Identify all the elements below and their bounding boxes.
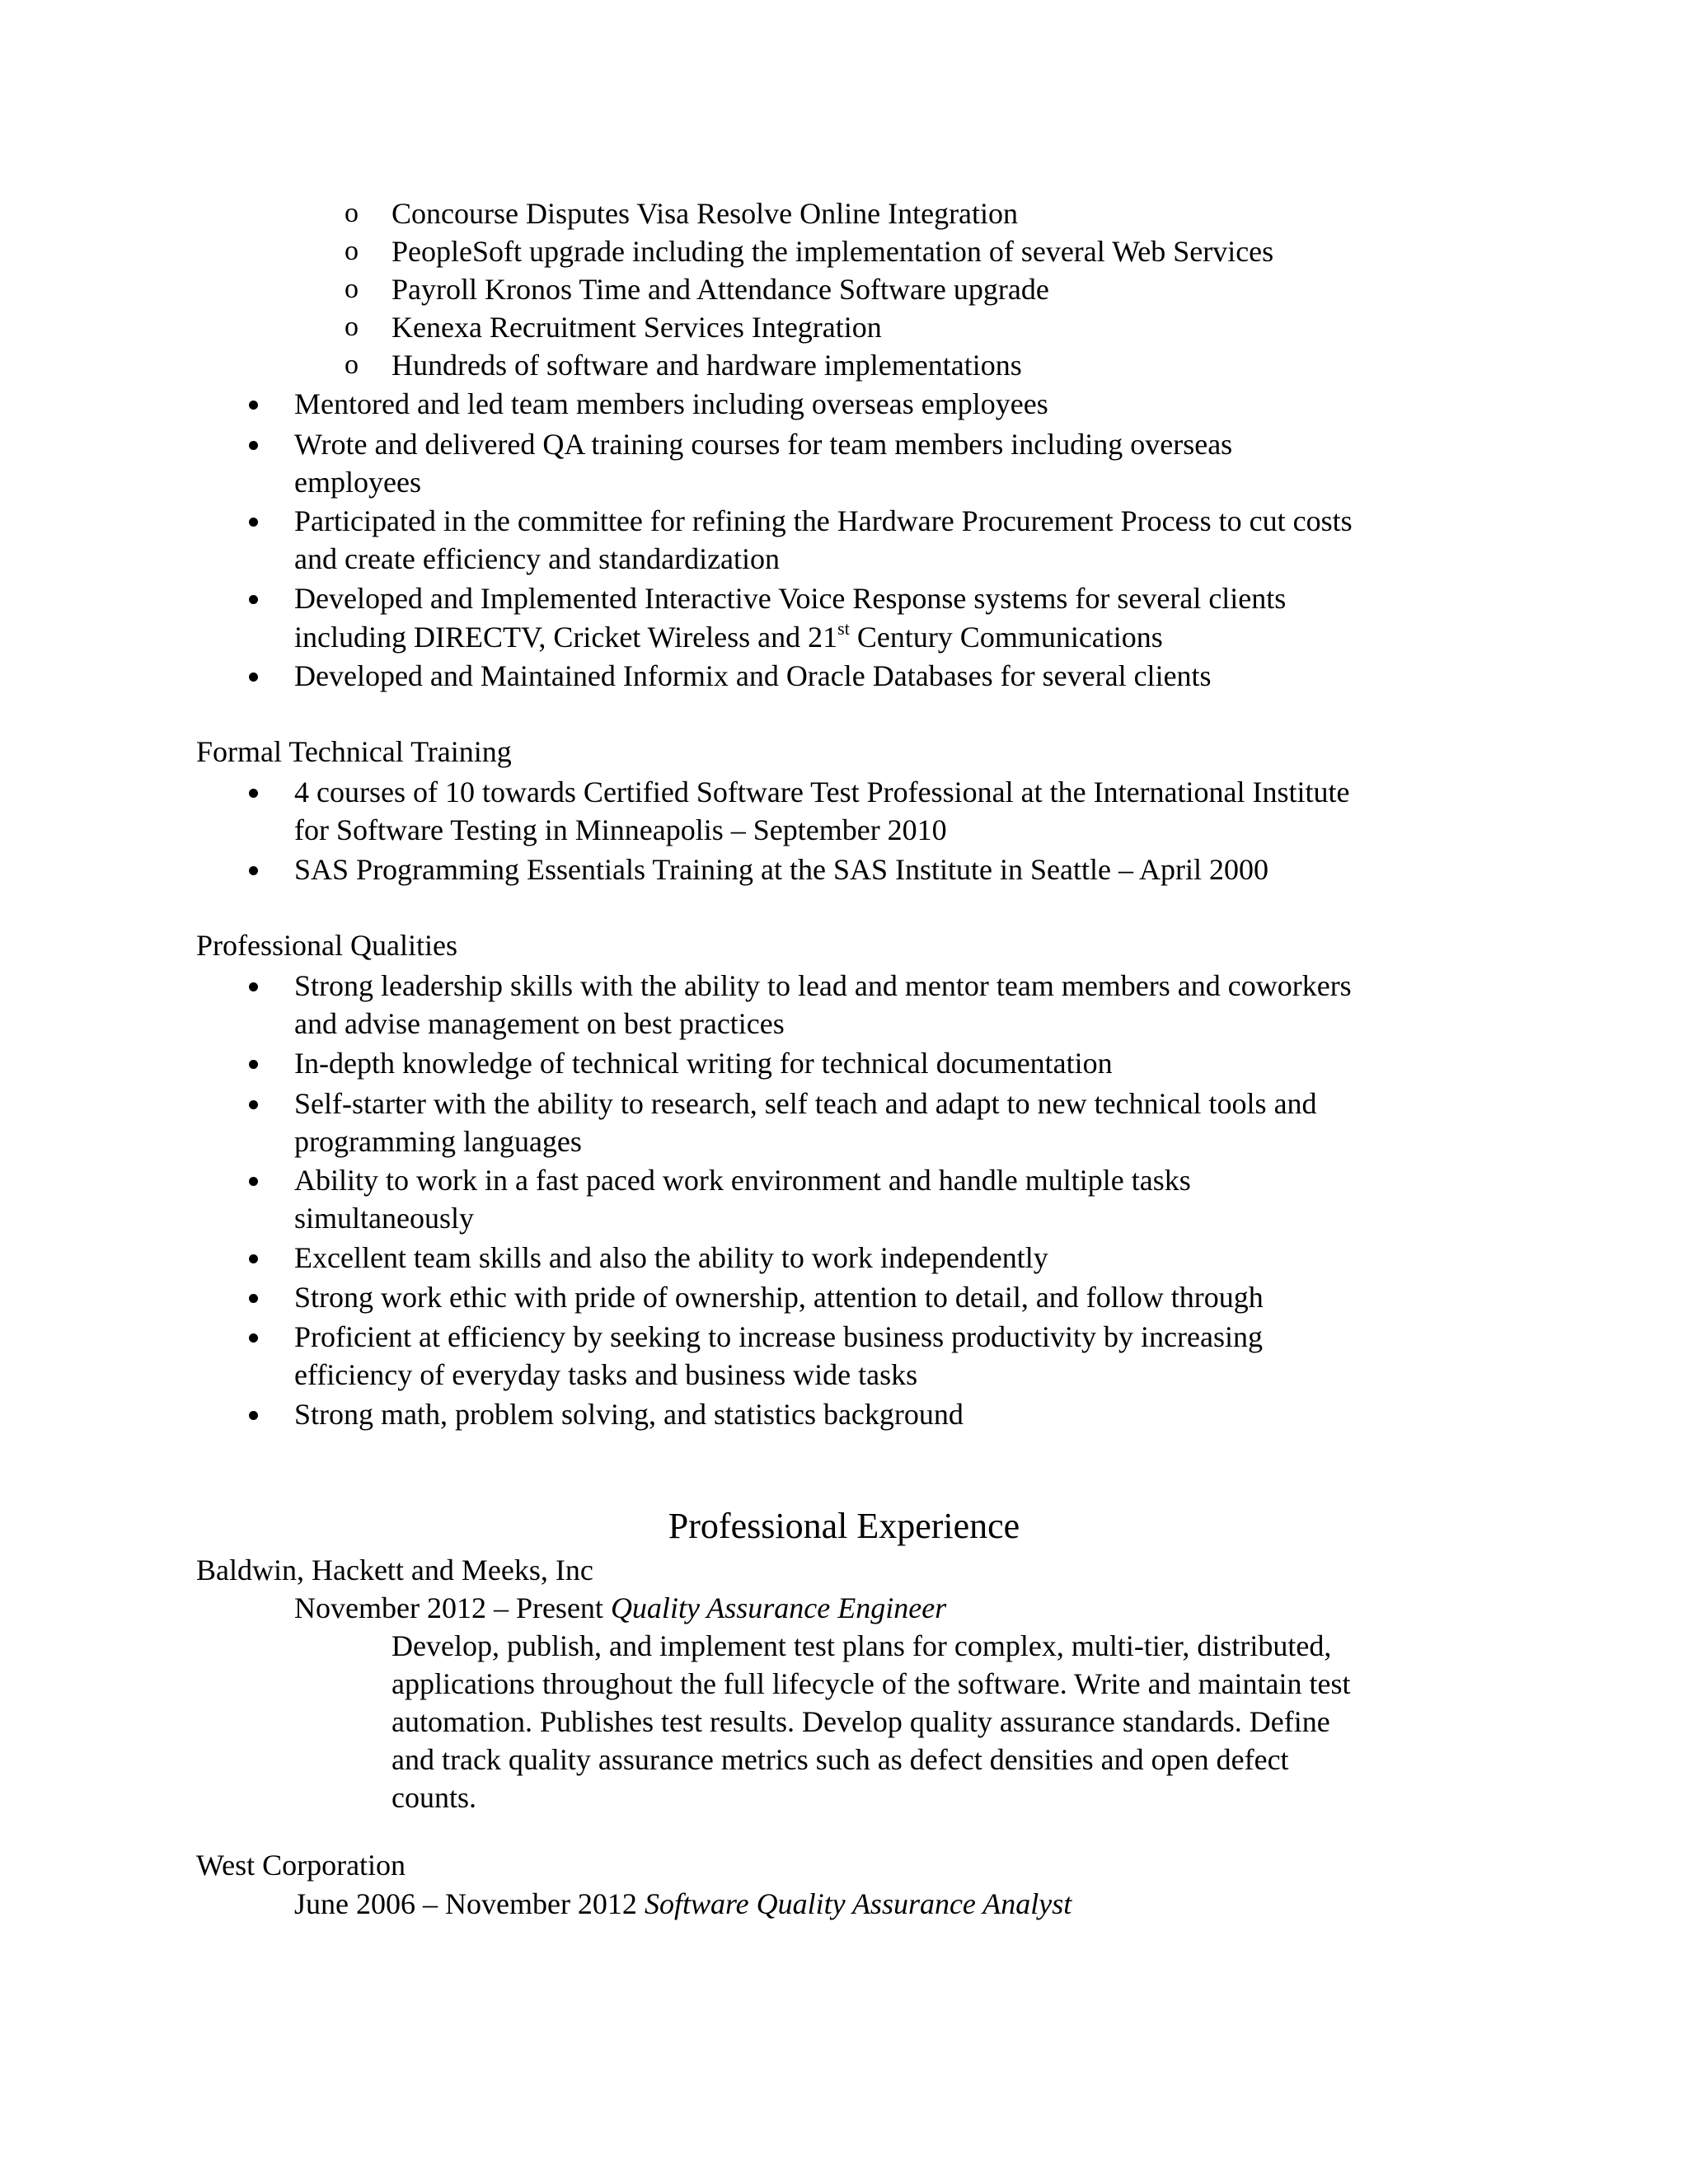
list-item: Proficient at efficiency by seeking to increase business productivity by increasing — [294, 1320, 1263, 1353]
bullet-marker — [249, 1411, 258, 1420]
list-item-continuation: for Software Testing in Minneapolis – September 2010 — [294, 813, 947, 846]
company-name: West Corporation — [196, 1849, 406, 1882]
job-title: Quality Assurance Engineer — [610, 1591, 947, 1624]
job-title: Software Quality Assurance Analyst — [644, 1887, 1072, 1920]
list-item-continuation — [294, 618, 1163, 656]
job-dates-title — [294, 1885, 1071, 1923]
list-item: Strong work ethic with pride of ownership, attention to detail, and follow through — [294, 1281, 1264, 1314]
list-item: Developed and Maintained Informix and Oracle Databases for several clients — [294, 659, 1212, 692]
sub-bullet-marker: o — [345, 198, 359, 228]
bullet-marker — [249, 441, 258, 450]
list-item: Participated in the committee for refining the Hardware Procurement Process to cut costs — [294, 504, 1353, 537]
list-item-continuation: programming languages — [294, 1125, 582, 1158]
bullet-marker — [249, 789, 258, 798]
sub-list-item: Concourse Disputes Visa Resolve Online Integration — [392, 197, 1019, 230]
bullet-marker — [249, 673, 258, 682]
bullet-marker — [249, 1060, 258, 1069]
text-run: Century Communications — [849, 621, 1163, 654]
job-description-line: Develop, publish, and implement test plans for complex, multi-tier, distributed, — [392, 1629, 1332, 1662]
bullet-marker — [249, 595, 258, 604]
bullet-marker — [249, 1254, 258, 1263]
job-description-line: and track quality assurance metrics such as defect densities and open defect — [392, 1743, 1289, 1776]
list-item-continuation: and create efficiency and standardization — [294, 542, 781, 575]
sub-list-item: Hundreds of software and hardware implementations — [392, 349, 1022, 382]
job-dates-title — [294, 1589, 946, 1627]
sub-bullet-marker: o — [345, 312, 359, 342]
bullet-marker — [249, 866, 258, 875]
text-run: including DIRECTV, Cricket Wireless and 21 — [294, 621, 838, 654]
list-item: Excellent team skills and also the ability to work independently — [294, 1241, 1048, 1274]
list-item: Wrote and delivered QA training courses for team members including overseas — [294, 428, 1233, 461]
job-description-line: counts. — [392, 1781, 476, 1814]
list-item: Ability to work in a fast paced work environment and handle multiple tasks — [294, 1164, 1191, 1197]
list-item: Self-starter with the ability to research, self teach and adapt to new technical tools and — [294, 1087, 1317, 1120]
list-item-continuation: and advise management on best practices — [294, 1007, 785, 1040]
list-item-continuation: simultaneously — [294, 1202, 474, 1235]
company-name: Baldwin, Hackett and Meeks, Inc — [196, 1554, 593, 1586]
job-dates: June 2006 – November 2012 — [294, 1887, 637, 1920]
list-item: Strong math, problem solving, and statistics background — [294, 1398, 964, 1431]
section-heading-experience: Professional Experience — [668, 1506, 1020, 1546]
list-item: Developed and Implemented Interactive Voice Response systems for several clients — [294, 582, 1287, 615]
sub-list-item: Kenexa Recruitment Services Integration — [392, 311, 882, 344]
bullet-marker — [249, 982, 258, 991]
sub-bullet-marker: o — [345, 274, 359, 304]
section-heading-training: Formal Technical Training — [196, 735, 512, 768]
list-item: Mentored and led team members including overseas employees — [294, 387, 1048, 420]
list-item: Strong leadership skills with the ability to lead and mentor team members and coworkers — [294, 969, 1352, 1002]
list-item-continuation: efficiency of everyday tasks and business wide tasks — [294, 1358, 918, 1391]
list-item: SAS Programming Essentials Training at the SAS Institute in Seattle – April 2000 — [294, 853, 1269, 886]
sub-bullet-marker: o — [345, 349, 359, 380]
bullet-marker — [249, 1333, 258, 1343]
bullet-marker — [249, 518, 258, 527]
job-dates: November 2012 – Present — [294, 1591, 603, 1624]
sub-list-item: Payroll Kronos Time and Attendance Software upgrade — [392, 273, 1049, 306]
list-item: In-depth knowledge of technical writing for technical documentation — [294, 1047, 1113, 1080]
bullet-marker — [249, 1294, 258, 1303]
sub-list-item: PeopleSoft upgrade including the implementation of several Web Services — [392, 235, 1274, 268]
list-item-continuation: employees — [294, 466, 421, 499]
sub-bullet-marker: o — [345, 236, 359, 266]
bullet-marker — [249, 401, 258, 410]
list-item: 4 courses of 10 towards Certified Software Test Professional at the International Institute — [294, 776, 1350, 808]
bullet-marker — [249, 1177, 258, 1186]
job-description-line: automation. Publishes test results. Develop quality assurance standards. Define — [392, 1705, 1330, 1738]
ordinal-suffix: st — [837, 618, 850, 639]
section-heading-qualities: Professional Qualities — [196, 929, 457, 962]
bullet-marker — [249, 1100, 258, 1109]
job-description-line: applications throughout the full lifecycle of the software. Write and maintain test — [392, 1667, 1351, 1700]
